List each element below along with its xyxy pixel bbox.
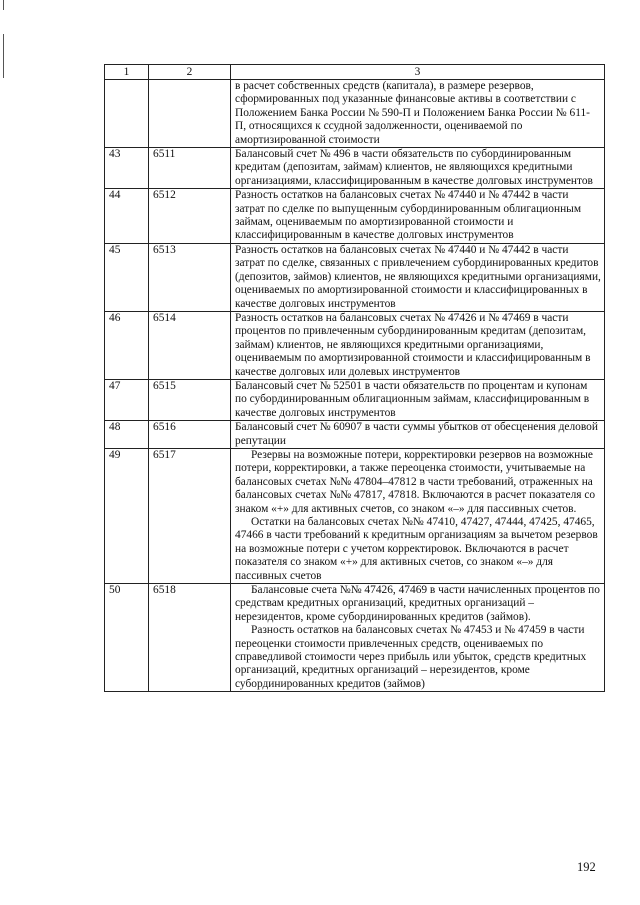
row-code: 6511 <box>149 148 231 189</box>
row-code: 6516 <box>149 421 231 449</box>
description-paragraph: Остатки на балансовых счетах №№ 47410, 47427, 47444, 47425, 47465, 47466 в части требований к кредитным организациям за вычетом резервов на возможные потери с учетом корректировок. Включаются в расчет показателя со знаком «+» для активных счетов, со знаком «–» для пассивных счетов <box>235 516 598 582</box>
row-number: 44 <box>105 189 149 244</box>
row-description <box>231 421 605 449</box>
row-description <box>231 584 605 692</box>
description-paragraph: Резервы на возможные потери, корректировки резервов на возможные потери, корректировки, а также переоценка стоимости, учитываемые на балансовых счетах №№ 47804–47812 в части требований, отраженных на балансовых счетах №№ 47817, 47818. Включаются в расчет показателя со знаком «+» для активных счетов, со знаком «–» для пассивных счетов. <box>235 448 596 515</box>
row-description <box>231 379 605 420</box>
row-number <box>105 80 149 148</box>
header-col-3: 3 <box>231 65 605 80</box>
description-paragraph: Балансовые счета №№ 47426, 47469 в части начисленных процентов по средствам кредитных организаций, кредитных организаций – нерезидентов, кроме субординированных кредитов (займов). <box>235 584 600 623</box>
description-paragraph: в расчет собственных средств (капитала), в размере резервов, сформированных под указанные финансовые активы в соответствии с Положением Банка России № 590-П и Положением Банка России № 611-П, относящихся к ссудной задолженности, оцениваемой по амортизированной стоимости <box>235 80 590 146</box>
row-code: 6517 <box>149 448 231 583</box>
description-paragraph: Разность остатков на балансовых счетах № 47440 и № 47442 в части затрат по сделке по выпущенным субординированным облигационным займам, оцениваемым по амортизированной стоимости и классифицированным в качестве долговых инструментов <box>235 189 582 242</box>
description-paragraph: Разность остатков на балансовых счетах № 47440 и № 47442 в части затрат по сделке, связанных с привлечением субординированных кредитов (депозитов, займов) клиентов, не являющихся кредитными организациями, оцениваемых по амортизированной стоимости и классифицированных в качестве долговых инструментов <box>235 243 601 310</box>
row-number: 45 <box>105 243 149 311</box>
table-row <box>105 189 605 244</box>
table-row <box>105 421 605 449</box>
row-description <box>231 189 605 244</box>
row-description <box>231 448 605 583</box>
header-col-2: 2 <box>149 65 231 80</box>
page-number: 192 <box>577 860 596 874</box>
table-row <box>105 243 605 311</box>
row-description <box>231 148 605 189</box>
table-row <box>105 584 605 692</box>
row-number: 49 <box>105 448 149 583</box>
description-paragraph: Балансовый счет № 52501 в части обязательств по процентам и купонам по субординированным облигационным займам, классифицированным в качестве долговых инструментов <box>235 379 590 419</box>
row-code: 6518 <box>149 584 231 692</box>
row-code: 6514 <box>149 311 231 379</box>
row-number: 47 <box>105 379 149 420</box>
description-paragraph: Балансовый счет № 496 в части обязательств по субординированным кредитам (депозитам, займам) клиентов, не являющихся кредитными организациями, классифицированным в качестве долговых инструментов <box>235 148 593 187</box>
table-row <box>105 148 605 189</box>
description-paragraph: Разность остатков на балансовых счетах № 47453 и № 47459 в части переоценки стоимости привлеченных средств, оцениваемых по справедливой стоимости через прибыль или убыток, средств кредитных организаций, кредитных организаций – нерезидентов, кроме субординированных кредитов (займов) <box>235 624 587 690</box>
description-paragraph: Разность остатков на балансовых счетах № 47426 и № 47469 в части процентов по привлеченным субординированным кредитам (депозитам, займам) клиентов, не являющихся кредитными организациями, оцениваемым по амортизированной стоимости и классифицированным в качестве долговых или долевых инструментов <box>235 311 591 378</box>
accounts-table <box>104 64 605 692</box>
row-description <box>231 311 605 379</box>
table-header-row <box>105 65 605 80</box>
row-code: 6513 <box>149 243 231 311</box>
table-row <box>105 379 605 420</box>
margin-mark <box>3 0 4 10</box>
row-number: 50 <box>105 584 149 692</box>
row-description <box>231 243 605 311</box>
margin-mark <box>3 34 4 78</box>
table-row <box>105 448 605 583</box>
description-paragraph: Балансовый счет № 60907 в части суммы убытков от обесценения деловой репутации <box>235 421 598 447</box>
table-row <box>105 311 605 379</box>
row-description <box>231 80 605 148</box>
row-number: 43 <box>105 148 149 189</box>
row-number: 46 <box>105 311 149 379</box>
row-code: 6515 <box>149 379 231 420</box>
header-col-1: 1 <box>105 65 149 80</box>
row-number: 48 <box>105 421 149 449</box>
row-code <box>149 80 231 148</box>
table-row <box>105 80 605 148</box>
row-code: 6512 <box>149 189 231 244</box>
